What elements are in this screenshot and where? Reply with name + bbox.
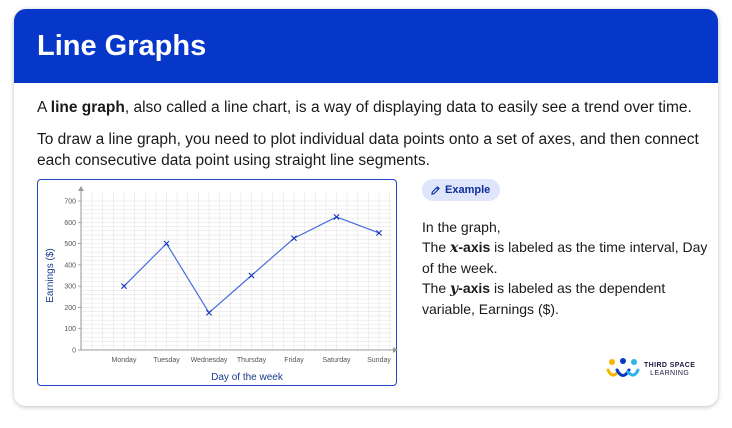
example-explanation: [422, 217, 712, 319]
x-tick-label: Sunday: [367, 357, 391, 364]
y-tick-label: 100: [64, 326, 76, 334]
third-space-learning-logo: [606, 357, 716, 383]
y-tick-label: 200: [64, 304, 76, 312]
lesson-card: [14, 9, 718, 406]
text: is labeled as the dependent variable, Earnings ($).: [422, 280, 666, 317]
logo-line-1: THIRD SPACE: [644, 362, 696, 369]
explanation-line-2: [422, 237, 712, 278]
intro-text: A: [37, 99, 51, 116]
y-tick-label: 500: [64, 241, 76, 249]
logo-mark-icon: [606, 357, 640, 383]
explanation-line-1: In the graph,: [422, 219, 501, 235]
page-title: Line Graphs: [37, 30, 207, 62]
intro-bold-term: line graph: [50, 99, 125, 116]
explanation-line-3: [422, 278, 712, 319]
x-tick-label: Monday: [111, 357, 137, 364]
logo-text: [644, 362, 695, 378]
x-tick-label: Thursday: [236, 357, 267, 364]
y-axis-arrow: [78, 186, 84, 191]
text: is labeled as the time interval, Day of the week.: [422, 239, 708, 276]
pencil-icon: [430, 185, 441, 196]
y-tick-label: 400: [64, 262, 76, 270]
x-axis-arrow: [393, 347, 398, 353]
logo-line-2: LEARNING: [650, 370, 690, 377]
y-tick-label: 0: [72, 347, 76, 355]
text: The: [422, 239, 451, 255]
y-axis-term: -axis: [458, 280, 491, 296]
x-tick-label: Wednesday: [190, 357, 228, 364]
y-variable: y: [450, 281, 459, 297]
chart-frame: [37, 179, 397, 386]
x-tick-label: Saturday: [322, 357, 351, 364]
y-tick-label: 700: [64, 198, 76, 206]
y-tick-label: 300: [64, 283, 76, 291]
example-badge: [422, 179, 500, 201]
header-bar: [14, 9, 718, 83]
intro-paragraph-1: [37, 97, 712, 118]
x-tick-label: Tuesday: [153, 357, 180, 364]
intro-paragraph-2: To draw a line graph, you need to plot individual data points onto a set of axes, and then connect each consecutive data point using straight line segments.: [37, 131, 699, 169]
x-tick-label: Friday: [284, 357, 304, 364]
text: The: [422, 280, 451, 296]
intro-text: , also called a line chart, is a way of displaying data to easily see a trend over time.: [124, 99, 692, 116]
x-axis-term: -axis: [458, 239, 491, 255]
line-chart: [38, 180, 398, 387]
y-tick-label: 600: [64, 219, 76, 227]
x-variable: x: [450, 240, 459, 256]
y-axis-title: Earnings ($): [45, 248, 56, 303]
x-axis-title: Day of the week: [211, 372, 283, 383]
example-badge-label: Example: [445, 184, 491, 196]
